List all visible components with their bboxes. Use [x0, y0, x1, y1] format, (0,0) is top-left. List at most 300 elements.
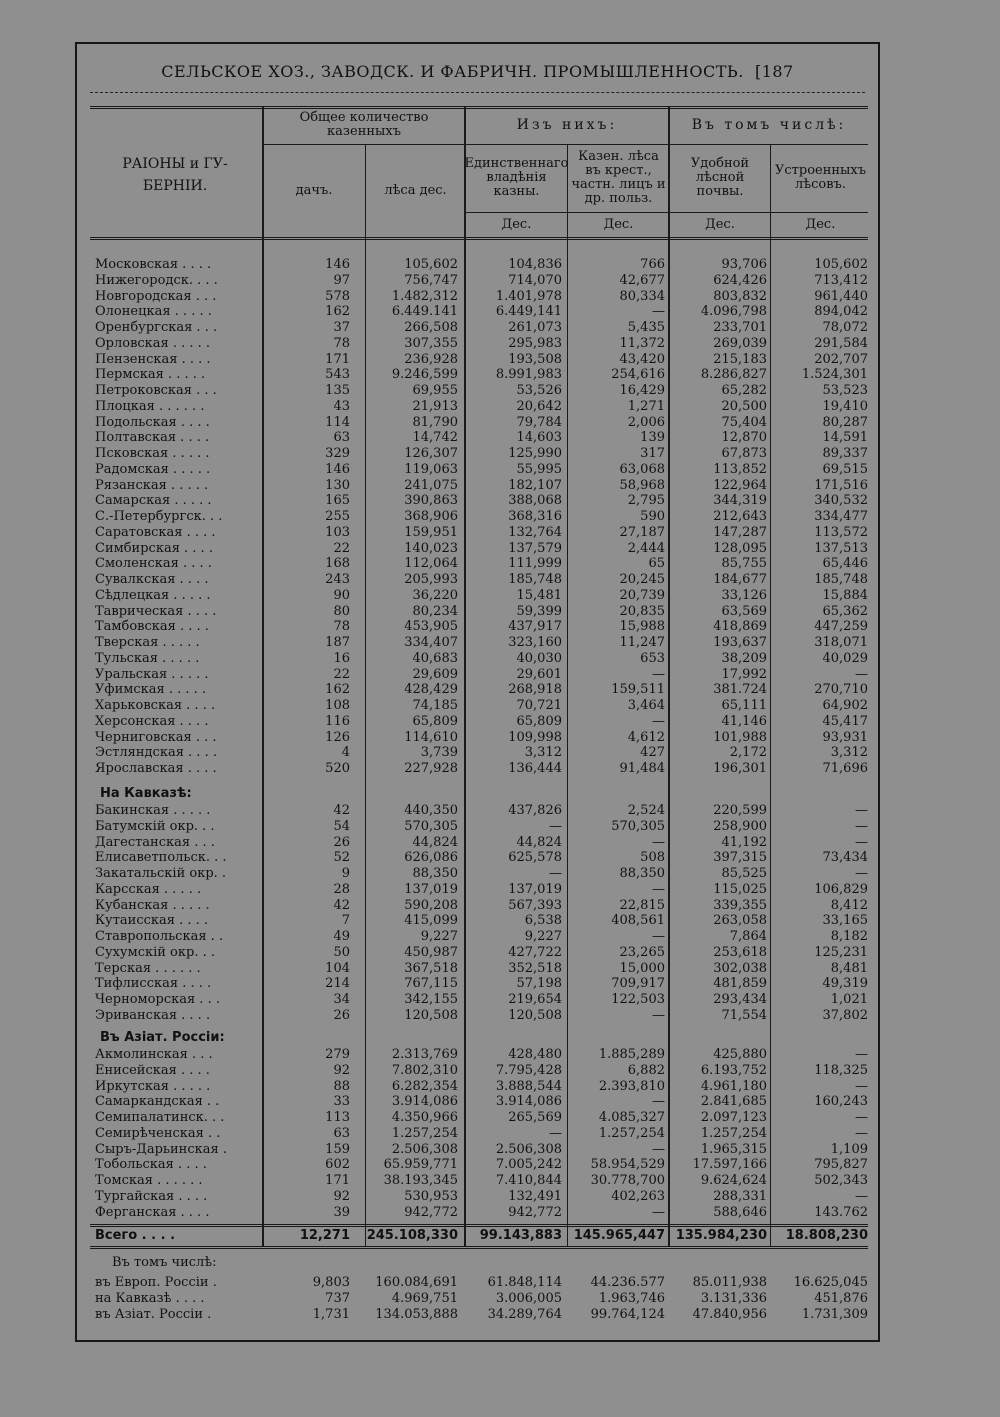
unit-label: Дес. — [705, 217, 735, 232]
table-row — [95, 898, 870, 914]
total-dachi-cell: 214 — [325, 976, 350, 992]
shared-forests-cell: 2,444 — [627, 540, 665, 556]
table-row — [95, 1173, 870, 1189]
sole-ownership-cell: 99.143,883 — [479, 1228, 562, 1243]
organized-forests-cell: — — [855, 1125, 868, 1141]
organized-forests-cell: 105,602 — [814, 257, 868, 272]
organized-forests-cell: 1,109 — [830, 1141, 868, 1157]
region-name-cell: Пермская . . . . . — [95, 367, 206, 383]
total-dachi-cell: 39 — [333, 1204, 350, 1220]
sole-ownership-cell: 182,107 — [508, 477, 562, 493]
total-dachi-cell: 135 — [325, 383, 350, 398]
shared-forests-cell: 16,429 — [619, 383, 665, 398]
table-row — [95, 446, 870, 462]
sole-ownership-cell: 1.401,978 — [495, 288, 562, 304]
organized-forests-cell: 713,412 — [814, 272, 868, 288]
total-dachi-cell: 43 — [333, 398, 350, 414]
shared-forests-cell: 408,561 — [611, 913, 665, 929]
sole-ownership-cell: 137,019 — [508, 881, 562, 897]
suitable-soil-cell: 196,301 — [713, 761, 767, 776]
total-dachi-cell: 578 — [325, 288, 350, 304]
table-row — [95, 509, 870, 525]
table-row — [95, 1047, 870, 1063]
region-name-cell: Кубанская . . . . . — [95, 897, 210, 913]
organized-forests-cell: 113,572 — [814, 524, 868, 540]
organized-forests-cell: 961,440 — [814, 288, 868, 304]
suitable-soil-cell: 425,880 — [713, 1047, 767, 1062]
suitable-soil-cell: 7,864 — [729, 929, 767, 944]
organized-forests-cell: — — [855, 1047, 868, 1062]
suitable-soil-cell: 2,172 — [729, 745, 767, 761]
organized-forests-cell: 318,071 — [814, 635, 868, 650]
suitable-soil-cell: 258,900 — [713, 818, 767, 834]
region-name-cell: Пензенская . . . . — [95, 351, 211, 367]
organized-forests-cell: 125,231 — [814, 944, 868, 960]
organized-forests-cell: 340,532 — [814, 493, 868, 509]
table-row — [95, 415, 870, 431]
total-dachi-cell: 4 — [341, 745, 350, 761]
suitable-soil-cell: 9.624,624 — [700, 1173, 767, 1188]
total-lesa-cell: 390,863 — [404, 493, 458, 509]
sole-ownership-cell: 295,983 — [508, 335, 562, 351]
total-lesa-cell: 36,220 — [412, 587, 458, 603]
region-name-cell: Уфимская . . . . . — [95, 682, 207, 698]
suitable-soil-cell: 63,569 — [721, 603, 767, 619]
region-name-cell: Полтавская . . . . — [95, 430, 210, 446]
table-row — [95, 289, 870, 305]
total-lesa-cell: 453,905 — [404, 619, 458, 635]
organized-forests-cell: 78,072 — [822, 320, 868, 335]
unit-label: Дес. — [805, 217, 836, 232]
organized-forests-cell: 93,931 — [822, 729, 868, 745]
sole-ownership-cell: 7.410,844 — [495, 1173, 562, 1188]
table-row — [95, 635, 870, 651]
header-sole-ownership: Единственнаго владѣнія казны. — [464, 156, 569, 199]
organized-forests-cell: 19,410 — [822, 398, 868, 414]
total-lesa-cell: 40,683 — [412, 650, 458, 666]
region-name-cell: Семипалатинск. . . — [95, 1110, 225, 1125]
header-of-them: Изъ нихъ: — [516, 117, 618, 133]
shared-forests-cell: 58,968 — [619, 477, 665, 493]
total-lesa-cell: 38.193,345 — [383, 1173, 458, 1188]
caucasus-section-title: На Кавказѣ: — [100, 786, 192, 801]
total-dachi-cell: 22 — [333, 666, 350, 682]
shared-forests-cell: — — [652, 929, 665, 944]
shared-forests-cell: 20,739 — [619, 587, 665, 603]
total-dachi-cell: 80 — [333, 603, 350, 619]
totals-row — [95, 1228, 870, 1244]
suitable-soil-cell: 215,183 — [713, 351, 767, 367]
table-row — [95, 745, 870, 761]
table-row — [95, 667, 870, 683]
table-row — [95, 273, 870, 289]
total-dachi-cell: 168 — [325, 556, 350, 572]
including-row — [95, 1275, 870, 1291]
total-lesa-cell: 120,508 — [404, 1007, 458, 1023]
shared-forests-cell: 254,616 — [611, 367, 665, 383]
sole-ownership-cell: 20,642 — [516, 398, 562, 414]
table-row — [95, 835, 870, 851]
suitable-soil-cell: 147,287 — [713, 524, 767, 540]
region-name-cell: Дагестанская . . . — [95, 834, 215, 850]
header-organized-forests: Устроенныхъ лѣсовъ. — [775, 163, 866, 192]
total-lesa-cell: 112,064 — [404, 556, 458, 572]
sole-ownership-cell: 9,227 — [524, 929, 562, 944]
organized-forests-cell: 171,516 — [814, 477, 868, 493]
table-row — [95, 399, 870, 415]
total-dachi-cell: 116 — [325, 713, 350, 729]
table-row — [95, 462, 870, 478]
table-row — [95, 1079, 870, 1095]
region-name-cell: Тургайская . . . . — [95, 1188, 208, 1204]
total-dachi-cell: 42 — [333, 897, 350, 913]
organized-forests-cell: — — [855, 1188, 868, 1204]
total-lesa-cell: 4.969,751 — [391, 1290, 458, 1306]
total-lesa-cell: 6.282,354 — [391, 1078, 458, 1094]
total-lesa-cell: 44,824 — [412, 834, 458, 850]
sole-ownership-cell: 7.005,242 — [495, 1157, 562, 1173]
shared-forests-cell: 11,372 — [619, 335, 665, 351]
shared-forests-cell: 145.965,447 — [573, 1228, 665, 1243]
suitable-soil-cell: 293,434 — [713, 992, 767, 1007]
shared-forests-cell: 590 — [640, 509, 665, 524]
region-name-cell: Тульская . . . . . — [95, 650, 200, 666]
total-lesa-cell: 9,227 — [420, 929, 458, 944]
total-dachi-cell: 113 — [325, 1110, 350, 1125]
total-dachi-cell: 7 — [341, 913, 350, 929]
table-row — [95, 383, 870, 399]
organized-forests-cell: — — [855, 834, 868, 850]
region-name-cell: Сухумскій окр. . . — [95, 944, 215, 960]
sole-ownership-cell: 2.506,308 — [495, 1141, 562, 1157]
unit-label: Дес. — [603, 217, 634, 232]
shared-forests-cell: 65 — [648, 556, 665, 572]
sole-ownership-cell: — — [549, 1125, 562, 1141]
table-row — [95, 819, 870, 835]
total-dachi-cell: 63 — [333, 430, 350, 446]
table-row — [95, 367, 870, 383]
total-dachi-cell: 37 — [333, 320, 350, 335]
region-name-cell: Нижегородск. . . . — [95, 272, 218, 288]
organized-forests-cell: 65,446 — [822, 556, 868, 572]
total-dachi-cell: 42 — [333, 803, 350, 818]
total-dachi-cell: 88 — [333, 1078, 350, 1094]
total-dachi-cell: 63 — [333, 1125, 350, 1141]
region-name-cell: Енисейская . . . . — [95, 1062, 210, 1078]
total-lesa-cell: 74,185 — [412, 698, 458, 713]
suitable-soil-cell: 288,331 — [713, 1188, 767, 1204]
table-row — [95, 929, 870, 945]
shared-forests-cell: 139 — [640, 430, 665, 446]
total-dachi-cell: 92 — [333, 1188, 350, 1204]
shared-forests-cell: 2,795 — [627, 493, 665, 509]
shared-forests-cell: 709,917 — [611, 976, 665, 992]
organized-forests-cell: 1,021 — [830, 992, 868, 1007]
total-lesa-cell: 140,023 — [404, 540, 458, 556]
suitable-soil-cell: 41,192 — [721, 834, 767, 850]
region-name-cell: Тверская . . . . . — [95, 635, 200, 650]
region-name-cell: Елисаветпольск. . . — [95, 850, 227, 866]
shared-forests-cell: 5,435 — [627, 320, 665, 335]
total-lesa-cell: 1.482,312 — [391, 288, 458, 304]
sole-ownership-cell: 137,579 — [508, 540, 562, 556]
shared-forests-cell: 42,677 — [619, 272, 665, 288]
sole-ownership-cell: 55,995 — [516, 461, 562, 477]
sole-ownership-cell: 111,999 — [508, 556, 562, 572]
table-row — [95, 430, 870, 446]
total-lesa-cell: 65.959,771 — [383, 1157, 458, 1173]
shared-forests-cell: 44.236.577 — [590, 1275, 665, 1290]
total-lesa-cell: 160.084,691 — [375, 1275, 458, 1290]
sole-ownership-cell: 7.795,428 — [495, 1062, 562, 1078]
table-row — [95, 588, 870, 604]
table-row — [95, 304, 870, 320]
shared-forests-cell: — — [652, 834, 665, 850]
region-name-cell: Саратовская . . . . — [95, 524, 216, 540]
organized-forests-cell: 64,902 — [822, 698, 868, 713]
region-name-cell: Бакинская . . . . . — [95, 803, 211, 818]
total-lesa-cell: 266,508 — [404, 320, 458, 335]
total-lesa-cell: 570,305 — [404, 818, 458, 834]
total-lesa-cell: 81,790 — [412, 414, 458, 430]
sole-ownership-cell: 625,578 — [508, 850, 562, 866]
suitable-soil-cell: 588,646 — [713, 1204, 767, 1220]
sole-ownership-cell: 185,748 — [508, 572, 562, 587]
suitable-soil-cell: 184,677 — [713, 572, 767, 587]
organized-forests-cell: 1.731,309 — [801, 1306, 868, 1322]
suitable-soil-cell: 481,859 — [713, 976, 767, 992]
including-row — [95, 1307, 870, 1323]
region-name-cell: Рязанская . . . . . — [95, 477, 209, 493]
total-lesa-cell: 767,115 — [404, 976, 458, 992]
table-row — [95, 604, 870, 620]
organized-forests-cell: 160,243 — [814, 1094, 868, 1110]
table-row — [95, 761, 870, 777]
region-name-cell: Херсонская . . . . — [95, 713, 209, 729]
region-name-cell: Томская . . . . . . — [95, 1173, 203, 1188]
total-dachi-cell: 159 — [325, 1141, 350, 1157]
region-name-cell: Батумскій окр. . . — [95, 818, 215, 834]
suitable-soil-cell: 38,209 — [721, 650, 767, 666]
shared-forests-cell: — — [652, 713, 665, 729]
table-row — [95, 1189, 870, 1205]
sole-ownership-cell: 3,312 — [524, 745, 562, 761]
region-name-cell: Харьковская . . . . — [95, 698, 216, 713]
table-row — [95, 1094, 870, 1110]
table-row — [95, 803, 870, 819]
header-rule-1 — [262, 144, 868, 145]
shared-forests-cell: 508 — [640, 850, 665, 866]
sole-ownership-cell: 70,721 — [516, 698, 562, 713]
total-lesa-cell: 2.313,769 — [391, 1047, 458, 1062]
table-top-rule — [90, 106, 868, 109]
header-shared-forests: Казен. лѣса въ крест., частн. лицъ и др. польз. — [571, 149, 666, 206]
suitable-soil-cell: 67,873 — [721, 446, 767, 461]
shared-forests-cell: 23,265 — [619, 944, 665, 960]
shared-forests-cell: 20,245 — [619, 572, 665, 587]
shared-forests-cell: 43,420 — [619, 351, 665, 367]
header-rule — [90, 92, 865, 93]
suitable-soil-cell: 3.131,336 — [700, 1290, 767, 1306]
header-total-dachi: дачъ. — [295, 183, 333, 198]
table-row — [95, 992, 870, 1008]
sole-ownership-cell: 132,764 — [508, 524, 562, 540]
total-lesa-cell: 342,155 — [404, 992, 458, 1007]
total-lesa-cell: 3,739 — [420, 745, 458, 761]
sole-ownership-cell: 104,836 — [508, 257, 562, 272]
organized-forests-cell: — — [855, 1110, 868, 1125]
shared-forests-cell: 766 — [640, 257, 665, 272]
total-dachi-cell: 243 — [325, 572, 350, 587]
shared-forests-cell: 2,524 — [627, 803, 665, 818]
table-row — [95, 976, 870, 992]
region-name-cell: Ставропольская . . — [95, 929, 224, 944]
shared-forests-cell: 402,263 — [611, 1188, 665, 1204]
sole-ownership-cell: 132,491 — [508, 1188, 562, 1204]
sole-ownership-cell: 388,068 — [508, 493, 562, 509]
organized-forests-cell: 447,259 — [814, 619, 868, 635]
total-lesa-cell: 119,063 — [404, 461, 458, 477]
suitable-soil-cell: 418,869 — [713, 619, 767, 635]
total-lesa-cell: 241,075 — [404, 477, 458, 493]
total-dachi-cell: 162 — [325, 304, 350, 320]
organized-forests-cell: 14,591 — [822, 430, 868, 446]
total-lesa-cell: 29,609 — [412, 666, 458, 682]
shared-forests-cell: — — [652, 1007, 665, 1023]
total-dachi-cell: 50 — [333, 944, 350, 960]
suitable-soil-cell: 302,038 — [713, 960, 767, 976]
region-name-cell: Орловская . . . . . — [95, 335, 211, 351]
suitable-soil-cell: 253,618 — [713, 944, 767, 960]
shared-forests-cell: 122,503 — [611, 992, 665, 1007]
table-row — [95, 945, 870, 961]
total-lesa-cell: 236,928 — [404, 351, 458, 367]
suitable-soil-cell: 115,025 — [713, 881, 767, 897]
table-row — [95, 1008, 870, 1024]
suitable-soil-cell: 17.597,166 — [692, 1157, 767, 1173]
region-name-cell: въ Европ. Россіи . — [95, 1275, 217, 1290]
region-name-cell: Таврическая . . . . — [95, 603, 217, 619]
region-name-cell: Эстляндская . . . . — [95, 745, 217, 761]
sole-ownership-cell: 3.006,005 — [495, 1290, 562, 1306]
including-row — [95, 1291, 870, 1307]
suitable-soil-cell: 85,525 — [721, 866, 767, 881]
organized-forests-cell: — — [855, 818, 868, 834]
sole-ownership-cell: 265,569 — [508, 1110, 562, 1125]
region-name-cell: Ярославская . . . . — [95, 761, 217, 776]
table-row — [95, 730, 870, 746]
suitable-soil-cell: 33,126 — [721, 587, 767, 603]
region-name-cell: Смоленская . . . . — [95, 556, 212, 572]
suitable-soil-cell: 269,039 — [713, 335, 767, 351]
total-lesa-cell: 126,307 — [404, 446, 458, 461]
suitable-soil-cell: 381.724 — [713, 682, 767, 698]
region-name-cell: Олонецкая . . . . . — [95, 304, 212, 320]
table-row — [95, 1205, 870, 1221]
shared-forests-cell: 1.963,746 — [598, 1290, 665, 1306]
header-regions: РАІОНЫ и ГУ-БЕРНІИ. — [122, 156, 228, 194]
table-row — [95, 1110, 870, 1126]
header-total-group: Общее количество казенныхъ — [299, 110, 429, 139]
region-name-cell: Псковская . . . . . — [95, 446, 210, 461]
suitable-soil-cell: 85,755 — [721, 556, 767, 572]
region-name-cell: Радомская . . . . . — [95, 461, 211, 477]
total-dachi-cell: 49 — [333, 929, 350, 944]
totals-bottom-rule — [90, 1246, 868, 1249]
suitable-soil-cell: 122,964 — [713, 477, 767, 493]
unit-label: Дес. — [501, 217, 532, 232]
sole-ownership-cell: 352,518 — [508, 960, 562, 976]
region-name-cell: Кутаисская . . . . — [95, 913, 209, 929]
region-name-cell: Терская . . . . . . — [95, 960, 201, 976]
sole-ownership-cell: 268,918 — [508, 682, 562, 698]
organized-forests-cell: 65,362 — [822, 603, 868, 619]
suitable-soil-cell: 75,404 — [721, 414, 767, 430]
sole-ownership-cell: 125,990 — [508, 446, 562, 461]
table-row — [95, 1157, 870, 1173]
sole-ownership-cell: 29,601 — [516, 666, 562, 682]
total-dachi-cell: 52 — [333, 850, 350, 866]
total-dachi-cell: 26 — [333, 834, 350, 850]
total-lesa-cell: 415,099 — [404, 913, 458, 929]
total-dachi-cell: 1,731 — [312, 1306, 350, 1322]
organized-forests-cell: 106,829 — [814, 881, 868, 897]
region-name-cell: Семирѣченская . . — [95, 1125, 221, 1141]
organized-forests-cell: 15,884 — [822, 587, 868, 603]
organized-forests-cell: 1.524,301 — [801, 367, 868, 383]
sole-ownership-cell: 427,722 — [508, 944, 562, 960]
totals-top-rule — [90, 1224, 868, 1227]
organized-forests-cell: 202,707 — [814, 351, 868, 367]
sole-ownership-cell: 120,508 — [508, 1007, 562, 1023]
total-dachi-cell: 171 — [325, 351, 350, 367]
region-name-cell: Самаркандская . . — [95, 1094, 220, 1110]
sole-ownership-cell: 219,654 — [508, 992, 562, 1007]
organized-forests-cell: 270,710 — [814, 682, 868, 698]
organized-forests-cell: 18.808,230 — [785, 1228, 868, 1243]
sole-ownership-cell: — — [549, 818, 562, 834]
suitable-soil-cell: 4.096,798 — [700, 304, 767, 320]
total-lesa-cell: 14,742 — [412, 430, 458, 446]
total-lesa-cell: 69,955 — [412, 383, 458, 398]
total-dachi-cell: 187 — [325, 635, 350, 650]
region-name-cell: Уральская . . . . . — [95, 666, 209, 682]
table-row — [95, 913, 870, 929]
sole-ownership-cell: 193,508 — [508, 351, 562, 367]
region-name-cell: Закатальскій окр. . — [95, 866, 227, 881]
shared-forests-cell: 3,464 — [627, 698, 665, 713]
table-row — [95, 336, 870, 352]
shared-forests-cell: 1.885,289 — [598, 1047, 665, 1062]
sole-ownership-cell: 714,070 — [508, 272, 562, 288]
organized-forests-cell: — — [855, 666, 868, 682]
organized-forests-cell: 8,182 — [830, 929, 868, 944]
sole-ownership-cell: 109,998 — [508, 729, 562, 745]
suitable-soil-cell: 1.257,254 — [700, 1125, 767, 1141]
shared-forests-cell: 58.954,529 — [590, 1157, 665, 1173]
suitable-soil-cell: 47.840,956 — [692, 1306, 767, 1322]
organized-forests-cell: 185,748 — [814, 572, 868, 587]
suitable-soil-cell: 8.286,827 — [700, 367, 767, 383]
table-row — [95, 651, 870, 667]
total-lesa-cell: 205,993 — [404, 572, 458, 587]
total-lesa-cell: 2.506,308 — [391, 1141, 458, 1157]
region-name-cell: Иркутская . . . . . — [95, 1078, 211, 1094]
shared-forests-cell: 6,882 — [627, 1062, 665, 1078]
total-lesa-cell: 7.802,310 — [391, 1062, 458, 1078]
total-dachi-cell: 171 — [325, 1173, 350, 1188]
table-row — [95, 572, 870, 588]
